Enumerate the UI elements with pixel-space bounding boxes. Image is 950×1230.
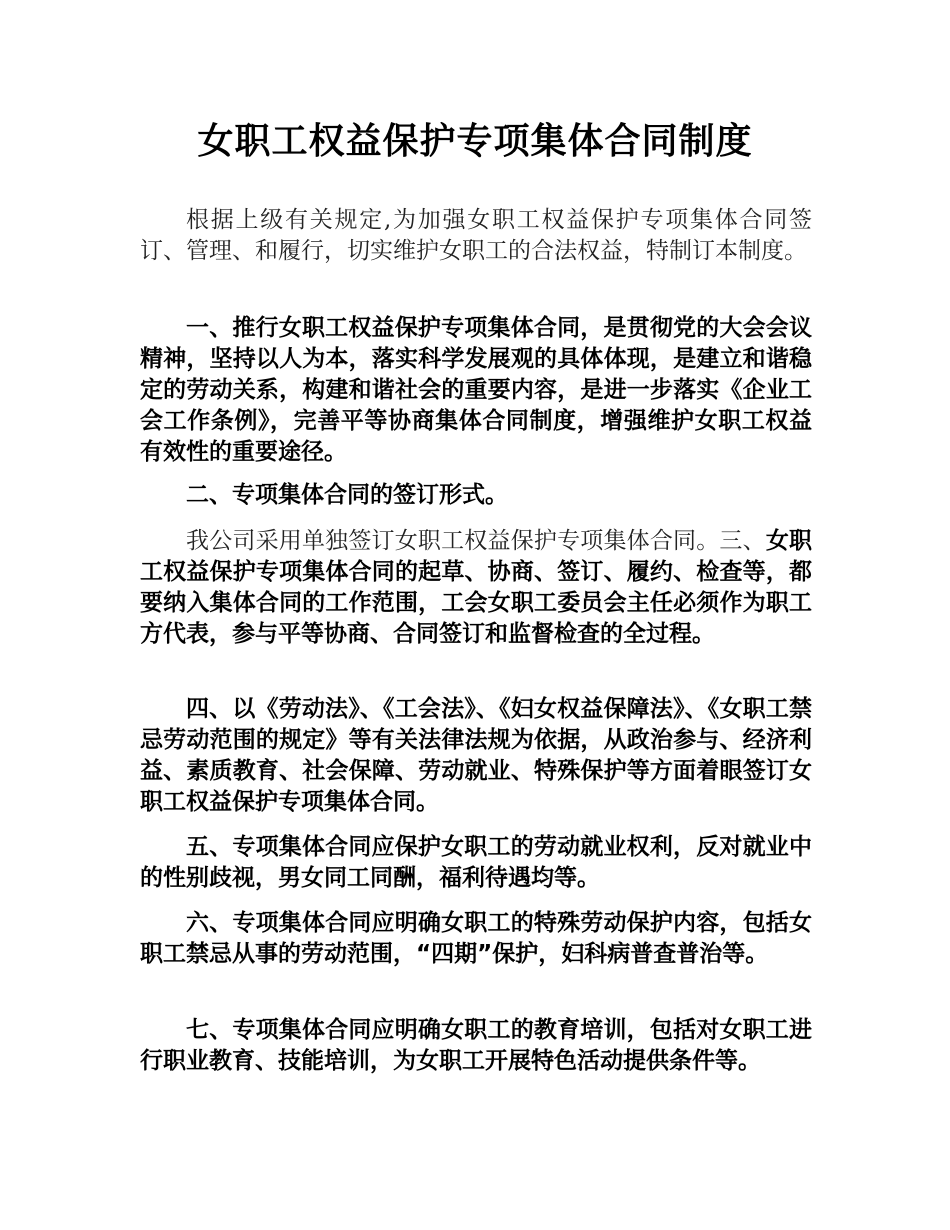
paragraph-three	[140, 526, 812, 650]
paragraph-four: 四、以《劳动法》、《工会法》、《妇女权益保障法》、《女职工禁忌劳动范围的规定》等有关法律法规为依据，从政治参与、经济利益、素质教育、社会保障、劳动就业、特殊保护等方面着眼签订女职工权益保护专项集体合同。	[140, 696, 812, 815]
paragraph-three-lead: 我公司采用单独签订女职工权益保护专项集体合同。三、	[186, 528, 766, 554]
paragraph-six: 六、专项集体合同应明确女职工的特殊劳动保护内容，包括女职工禁忌从事的劳动范围，“四期”保护，妇科病普查普治等。	[140, 910, 812, 967]
paragraph-one: 一、推行女职工权益保护专项集体合同，是贯彻党的大会会议精神，坚持以人为本，落实科学发展观的具体体现，是建立和谐稳定的劳动关系，构建和谐社会的重要内容，是进一步落实《企业工会工作条例》，完善平等协商集体合同制度，增强维护女职工权益有效性的重要途径。	[140, 315, 812, 465]
paragraph-intro: 根据上级有关规定,为加强女职工权益保护专项集体合同签订、管理、和履行，切实维护女职工的合法权益，特制订本制度。	[140, 207, 812, 264]
paragraph-seven: 七、专项集体合同应明确女职工的教育培训，包括对女职工进行职业教育、技能培训，为女职工开展特色活动提供条件等。	[140, 1017, 812, 1074]
paragraph-two: 二、专项集体合同的签订形式。	[186, 482, 508, 508]
paragraph-five: 五、专项集体合同应保护女职工的劳动就业权利，反对就业中的性别歧视，男女同工同酬，福利待遇均等。	[140, 834, 812, 891]
paragraph-three-rest: 女职工权益保护专项集体合同的起草、协商、签订、履约、检查等，都要纳入集体合同的工作范围，工会女职工委员会主任必须作为职工方代表，参与平等协商、合同签订和监督检查的全过程。	[140, 528, 813, 647]
document-title: 女职工权益保护专项集体合同制度	[197, 121, 753, 162]
